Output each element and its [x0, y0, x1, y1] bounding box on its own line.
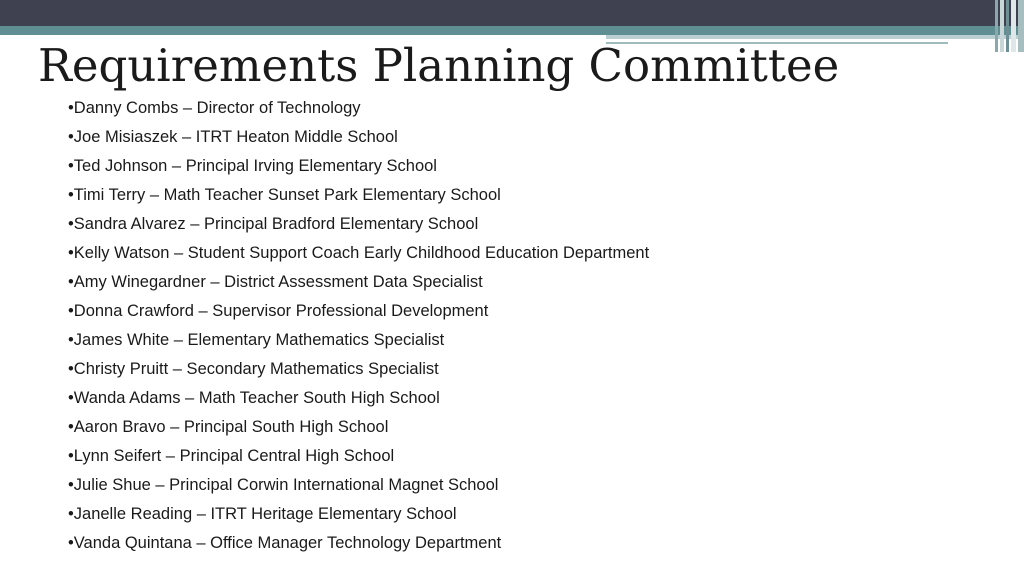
member-text: James White – Elementary Mathematics Specialist — [73, 331, 445, 349]
bullet: • — [68, 360, 74, 378]
member-text: Julie Shue – Principal Corwin International Magnet School — [73, 476, 499, 494]
member-text: Danny Combs – Director of Technology — [73, 99, 361, 117]
list-item — [68, 181, 649, 210]
slide-title: Requirements Planning Committee — [38, 39, 840, 92]
header-dark-band — [0, 0, 1024, 26]
bullet: • — [68, 534, 74, 552]
member-text: Timi Terry – Math Teacher Sunset Park Elementary School — [73, 186, 501, 204]
member-text: Amy Winegardner – District Assessment Data Specialist — [73, 273, 483, 291]
bullet: • — [68, 302, 74, 320]
bullet: • — [68, 99, 74, 117]
committee-member-list — [68, 94, 649, 558]
member-text: Kelly Watson – Student Support Coach Early Childhood Education Department — [73, 244, 650, 262]
header-stripes-decoration — [992, 0, 1024, 52]
member-text: Aaron Bravo – Principal South High School — [73, 418, 389, 436]
bullet: • — [68, 476, 74, 494]
bullet: • — [68, 505, 74, 523]
list-item — [68, 94, 649, 123]
list-item — [68, 471, 649, 500]
list-item — [68, 384, 649, 413]
list-item — [68, 442, 649, 471]
bullet: • — [68, 331, 74, 349]
bullet: • — [68, 244, 74, 262]
member-text: Christy Pruitt – Secondary Mathematics Specialist — [73, 360, 439, 378]
list-item — [68, 413, 649, 442]
bullet: • — [68, 418, 74, 436]
list-item — [68, 326, 649, 355]
list-item — [68, 500, 649, 529]
list-item — [68, 297, 649, 326]
list-item — [68, 268, 649, 297]
bullet: • — [68, 273, 74, 291]
list-item — [68, 123, 649, 152]
list-item — [68, 355, 649, 384]
member-text: Lynn Seifert – Principal Central High School — [73, 447, 395, 465]
member-text: Sandra Alvarez – Principal Bradford Elementary School — [73, 215, 479, 233]
list-item — [68, 239, 649, 268]
list-item — [68, 529, 649, 558]
bullet: • — [68, 128, 74, 146]
member-text: Ted Johnson – Principal Irving Elementary School — [73, 157, 437, 175]
member-text: Joe Misiaszek – ITRT Heaton Middle School — [73, 128, 398, 146]
member-text: Donna Crawford – Supervisor Professional Development — [73, 302, 489, 320]
member-text: Janelle Reading – ITRT Heritage Elementary School — [73, 505, 457, 523]
list-item — [68, 210, 649, 239]
bullet: • — [68, 186, 74, 204]
bullet: • — [68, 447, 74, 465]
bullet: • — [68, 389, 74, 407]
bullet: • — [68, 215, 74, 233]
member-text: Wanda Adams – Math Teacher South High School — [73, 389, 440, 407]
bullet: • — [68, 157, 74, 175]
list-item — [68, 152, 649, 181]
header-teal-band — [0, 26, 1024, 35]
member-text: Vanda Quintana – Office Manager Technology Department — [73, 534, 502, 552]
